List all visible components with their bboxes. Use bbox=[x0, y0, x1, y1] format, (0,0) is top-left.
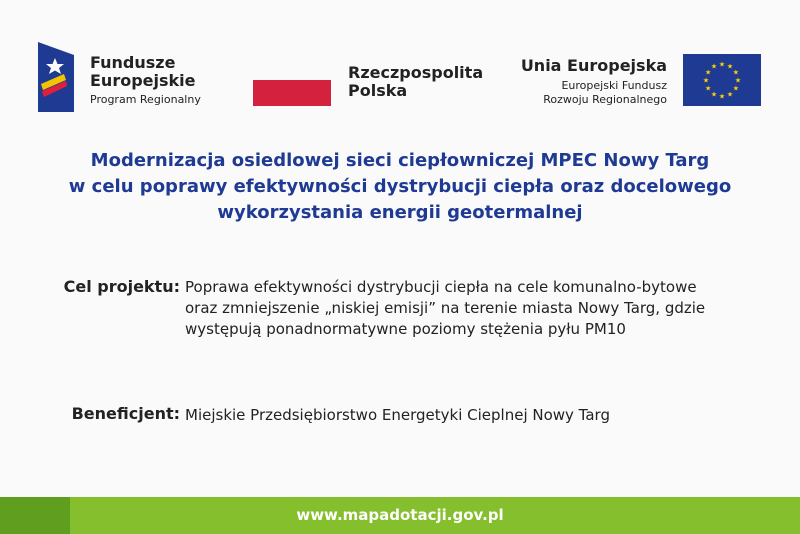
eu-star-icon: ★ bbox=[718, 92, 726, 101]
rp-title-line2: Polska bbox=[348, 81, 408, 100]
beneficjent-value: Miejskie Przedsiębiorstwo Energetyki Cieplnej Nowy Targ bbox=[185, 406, 610, 424]
eu-star-icon: ★ bbox=[705, 84, 712, 93]
rp-title-line1: Rzeczpospolita bbox=[348, 63, 484, 82]
fe-subtitle: Program Regionalny bbox=[90, 93, 201, 106]
eu-star-icon: ★ bbox=[726, 62, 734, 71]
fe-title-line2: Europejskie bbox=[90, 71, 196, 90]
footer-bar bbox=[0, 497, 800, 534]
polish-flag-icon bbox=[253, 80, 331, 106]
ue-subtitle-line2: Rozwoju Regionalnego bbox=[543, 93, 667, 106]
project-title-line1: Modernizacja osiedlowej sieci ciepłowniczej MPEC Nowy Targ bbox=[90, 150, 710, 171]
eu-flag-icon bbox=[683, 54, 761, 106]
eu-star-icon: ★ bbox=[702, 76, 710, 85]
beneficjent-label: Beneficjent: bbox=[71, 404, 180, 423]
ue-subtitle-line1: Europejski Fundusz bbox=[561, 79, 667, 92]
footer-url-link[interactable]: www.mapadotacji.gov.pl bbox=[296, 506, 504, 524]
fundusze-europejskie-logo bbox=[38, 42, 218, 112]
eu-star-icon: ★ bbox=[710, 62, 718, 71]
ue-title: Unia Europejska bbox=[520, 56, 667, 75]
fe-emblem-icon bbox=[38, 42, 78, 112]
project-title-line3: wykorzystania energii geotermalnej bbox=[217, 202, 583, 223]
eu-star-icon: ★ bbox=[726, 90, 734, 99]
eu-star-icon: ★ bbox=[732, 84, 739, 93]
cel-projektu-line1: Poprawa efektywności dystrybucji ciepła na cele komunalno-bytowe bbox=[185, 278, 697, 296]
eu-star-icon: ★ bbox=[732, 68, 739, 77]
cel-projektu-line2: oraz zmniejszenie „niskiej emisji” na terenie miasta Nowy Targ, gdzie bbox=[185, 299, 706, 317]
eu-star-icon: ★ bbox=[718, 60, 726, 69]
cel-projektu-label: Cel projektu: bbox=[63, 277, 180, 296]
cel-projektu-line3: występują ponadnormatywne poziomy stężenia pyłu PM10 bbox=[185, 320, 626, 338]
project-title-line2: w celu poprawy efektywności dystrybucji ciepła oraz docelowego bbox=[68, 176, 732, 197]
eu-star-icon: ★ bbox=[710, 90, 718, 99]
fe-title-line1: Fundusze bbox=[90, 53, 176, 72]
eu-star-icon: ★ bbox=[734, 76, 742, 85]
eu-star-icon: ★ bbox=[705, 68, 712, 77]
